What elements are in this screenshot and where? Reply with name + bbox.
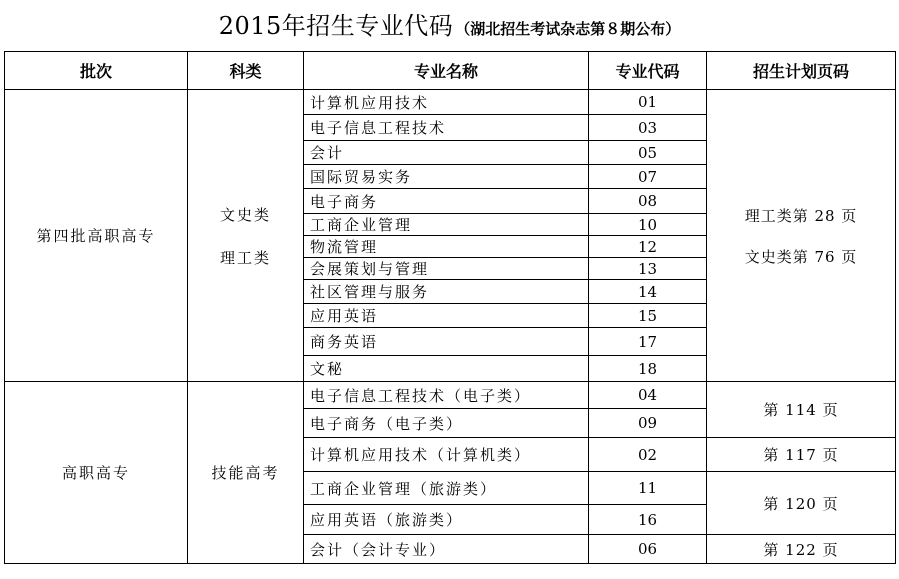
header-batch: 批次 xyxy=(5,52,188,90)
major-name: 应用英语 xyxy=(304,304,589,328)
plan-page-label: 第 117 页 xyxy=(763,446,839,464)
major-code: 17 xyxy=(589,328,707,356)
table-header-row xyxy=(5,52,896,90)
header-plan-page: 招生计划页码 xyxy=(707,52,896,90)
major-code: 01 xyxy=(589,90,707,115)
category-cell xyxy=(188,90,304,382)
title-subtitle: （湖北招生考试杂志第８期公布） xyxy=(455,20,681,38)
batch-cell: 高职高专 xyxy=(5,382,188,564)
plan-page-label: 第 122 页 xyxy=(763,540,839,559)
category-cell xyxy=(188,382,304,564)
major-code: 15 xyxy=(589,304,707,328)
major-name: 国际贸易实务 xyxy=(304,165,589,189)
plan-page-cell xyxy=(707,438,896,472)
plan-page-cell xyxy=(707,472,896,535)
major-name: 物流管理 xyxy=(304,236,589,258)
plan-page-label: 第 114 页 xyxy=(763,401,839,419)
plan-page-label: 文史类第 76 页 xyxy=(744,247,858,266)
major-name: 工商企业管理 xyxy=(304,214,589,236)
plan-page-label: 第 120 页 xyxy=(763,494,839,513)
header-category: 科类 xyxy=(188,52,304,90)
major-name: 电子商务（电子类） xyxy=(304,409,589,438)
plan-page-cell xyxy=(707,535,896,564)
major-name: 电子信息工程技术（电子类） xyxy=(304,382,589,409)
plan-page-cell xyxy=(707,90,896,382)
major-name: 会计 xyxy=(304,141,589,165)
major-code: 02 xyxy=(589,438,707,472)
plan-page-cell xyxy=(707,382,896,438)
major-name: 会计（会计专业） xyxy=(304,535,589,564)
major-name: 计算机应用技术 xyxy=(304,90,589,115)
header-major-name: 专业名称 xyxy=(304,52,589,90)
major-code: 14 xyxy=(589,280,707,304)
major-name: 文秘 xyxy=(304,356,589,382)
major-code: 11 xyxy=(589,472,707,505)
major-code: 06 xyxy=(589,535,707,564)
major-code: 09 xyxy=(589,409,707,438)
major-name: 电子商务 xyxy=(304,189,589,214)
major-name: 会展策划与管理 xyxy=(304,258,589,280)
major-code: 10 xyxy=(589,214,707,236)
major-name: 工商企业管理（旅游类） xyxy=(304,472,589,505)
table-row xyxy=(5,382,896,409)
major-name: 应用英语（旅游类） xyxy=(304,505,589,535)
major-code: 18 xyxy=(589,356,707,382)
major-name: 电子信息工程技术 xyxy=(304,115,589,141)
major-code: 03 xyxy=(589,115,707,141)
category-label: 文史类 xyxy=(219,205,271,224)
major-name: 商务英语 xyxy=(304,328,589,356)
title-main: 2015年招生专业代码 xyxy=(218,12,454,40)
major-code: 04 xyxy=(589,382,707,409)
header-major-code: 专业代码 xyxy=(589,52,707,90)
major-code: 05 xyxy=(589,141,707,165)
plan-page-label: 理工类第 28 页 xyxy=(744,206,858,225)
major-name: 计算机应用技术（计算机类） xyxy=(304,438,589,472)
major-code: 16 xyxy=(589,505,707,535)
category-label: 技能高考 xyxy=(211,464,280,482)
table-row xyxy=(5,90,896,115)
page-title xyxy=(0,6,899,41)
major-code: 07 xyxy=(589,165,707,189)
batch-cell: 第四批高职高专 xyxy=(5,90,188,382)
major-name: 社区管理与服务 xyxy=(304,280,589,304)
major-code: 13 xyxy=(589,258,707,280)
major-code: 08 xyxy=(589,189,707,214)
category-label: 理工类 xyxy=(219,248,271,267)
major-code-table xyxy=(4,51,896,564)
major-code: 12 xyxy=(589,236,707,258)
